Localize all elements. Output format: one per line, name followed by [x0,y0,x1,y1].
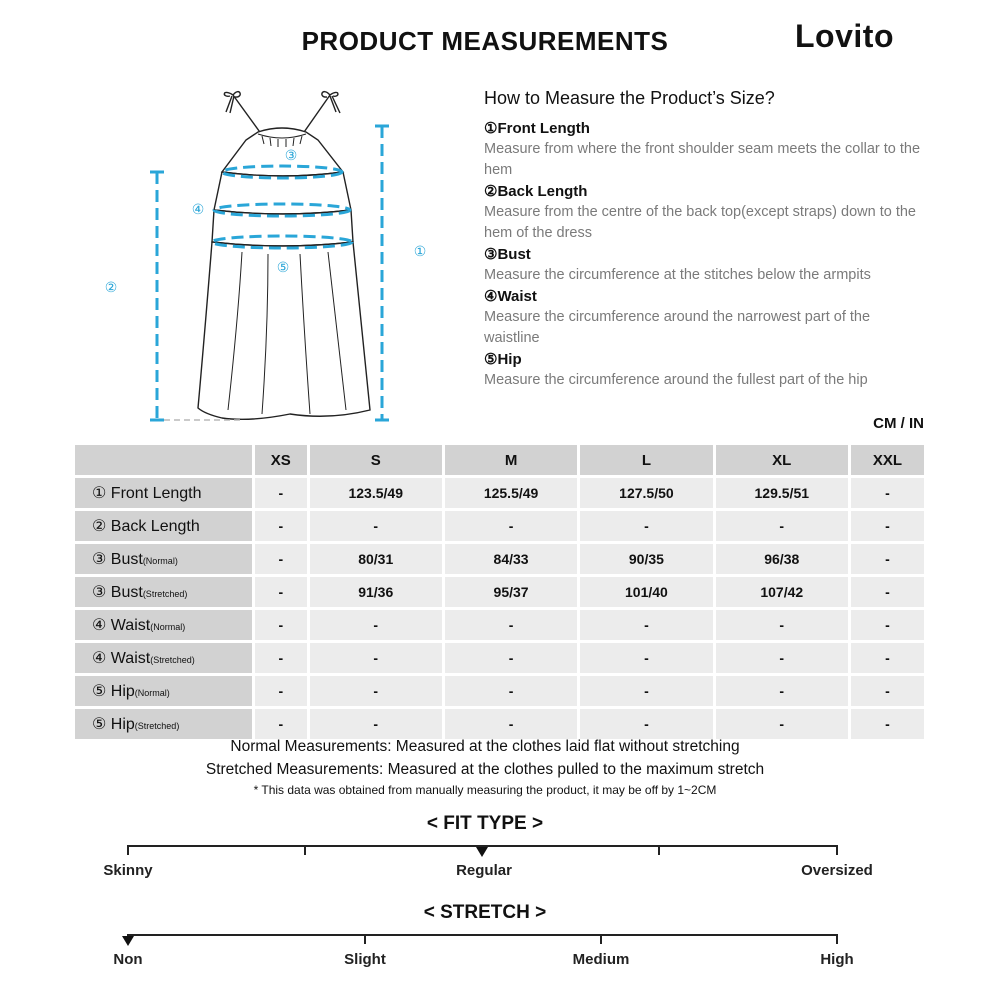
guide-desc: Measure the circumference around the fullest part of the hip [484,372,868,388]
table-cell: - [716,676,848,706]
row-label [75,544,252,574]
row-label-suffix: (Stretched) [142,589,188,599]
table-cell: - [851,676,924,706]
size-header: XXL [851,445,924,475]
fit-type-tick [836,845,838,855]
stretch-tick [836,934,838,944]
marker-waist: ④ [191,201,205,217]
row-label-text: ① Front Length [92,485,202,502]
row-label-text: ⑤ Hip [92,683,135,700]
table-cell: 125.5/49 [445,478,577,508]
fit-type-tick [304,845,306,855]
unit-label: CM / IN [873,415,924,432]
table-cell: - [310,676,442,706]
row-label-text: ④ Waist [92,617,151,634]
guide-desc: Measure the circumference at the stitches below the armpits [484,267,871,283]
guide-label: ②Back Length [484,183,588,200]
dress-diagram [90,80,450,430]
table-cell: - [255,709,307,739]
table-row [75,478,924,508]
stretch-scale [128,934,838,936]
size-header: S [310,445,442,475]
table-cell: - [445,643,577,673]
marker-front-length: ① [413,243,427,259]
row-label-suffix: (Stretched) [150,655,195,665]
table-corner [75,445,252,475]
table-cell: - [255,478,307,508]
table-cell: - [851,544,924,574]
fit-label-regular: Regular [456,862,512,879]
stretch-tick [600,934,602,944]
table-cell: 90/35 [580,544,712,574]
table-cell: - [580,643,712,673]
guide-desc: Measure the circumference around the narrowest part of the waistline [484,309,871,346]
table-cell: - [445,676,577,706]
table-cell: - [851,478,924,508]
stretch-label-slight: Slight [344,951,386,968]
guide-label: ④Waist [484,288,537,305]
fit-label-skinny: Skinny [103,862,153,879]
guide-label: ③Bust [484,246,531,263]
marker-back-length: ② [104,279,118,295]
table-cell: 129.5/51 [716,478,848,508]
page-title: PRODUCT MEASUREMENTS [301,26,669,56]
table-cell: - [255,577,307,607]
table-cell: - [580,676,712,706]
row-label-suffix: (Stretched) [134,721,180,731]
row-label [75,643,252,673]
table-cell: 80/31 [310,544,442,574]
table-cell: - [716,709,848,739]
fit-type-tick [127,845,129,855]
row-label [75,511,252,541]
normal-note: Normal Measurements: Measured at the clothes laid flat without stretching [230,738,740,755]
fit-type-title: < FIT TYPE > [426,813,544,834]
table-cell: 127.5/50 [580,478,712,508]
guide-desc: Measure from where the front shoulder seam meets the collar to the hem [484,141,921,178]
row-label-text: ④ Waist [92,650,151,667]
table-cell: 107/42 [716,577,848,607]
table-cell: - [255,544,307,574]
table-cell: - [580,511,712,541]
fit-type-tick [658,845,660,855]
table-row [75,544,924,574]
table-cell: - [580,610,712,640]
table-cell: 96/38 [716,544,848,574]
stretch-label-medium: Medium [572,951,630,968]
table-cell: 84/33 [445,544,577,574]
table-cell: - [445,709,577,739]
table-cell: - [851,577,924,607]
table-cell: - [445,610,577,640]
table-cell: 91/36 [310,577,442,607]
guide-label: ①Front Length [484,120,590,137]
table-cell: - [310,643,442,673]
table-row [75,676,924,706]
table-cell: - [851,709,924,739]
guide-list [484,118,924,391]
row-label-suffix: (Normal) [142,556,178,566]
guide-label: ⑤Hip [484,351,522,368]
row-label-text: ③ Bust [92,551,143,568]
marker-bust: ③ [284,147,298,163]
table-cell: 123.5/49 [310,478,442,508]
table-cell: - [310,610,442,640]
row-label [75,577,252,607]
row-label-text: ⑤ Hip [92,716,135,733]
guide-heading: How to Measure the Product’s Size? [484,88,775,108]
fit-type-marker [476,847,488,857]
table-cell: - [445,511,577,541]
row-label [75,478,252,508]
stretch-tick [364,934,366,944]
stretched-note: Stretched Measurements: Measured at the clothes pulled to the maximum stretch [205,761,765,778]
row-label-text: ② Back Length [92,518,200,535]
table-cell: - [255,610,307,640]
table-cell: - [255,643,307,673]
brand-logo: Lovito [795,18,894,54]
disclaimer-note: * This data was obtained from manually measuring the product, it may be off by 1~2CM [253,783,717,797]
stretch-label-non: Non [113,951,143,968]
measurement-notes [0,735,970,797]
size-header: XS [255,445,307,475]
table-cell: - [716,643,848,673]
row-label-suffix: (Normal) [150,622,186,632]
size-header: M [445,445,577,475]
fit-label-oversized: Oversized [801,862,873,879]
row-label [75,610,252,640]
size-header: XL [716,445,848,475]
stretch-title: < STRETCH > [423,902,547,923]
table-cell: - [310,709,442,739]
table-cell: - [851,511,924,541]
table-header-row [75,445,924,475]
table-cell: - [255,511,307,541]
table-cell: - [716,511,848,541]
stretch-label-high: High [820,951,854,968]
table-cell: 101/40 [580,577,712,607]
table-cell: - [851,643,924,673]
marker-hip: ⑤ [276,259,290,275]
size-header: L [580,445,712,475]
table-cell: - [255,676,307,706]
table-row [75,511,924,541]
table-row [75,577,924,607]
table-row [75,610,924,640]
row-label-text: ③ Bust [92,584,143,601]
row-label-suffix: (Normal) [134,688,170,698]
table-cell: - [716,610,848,640]
stretch-marker [122,936,134,946]
size-table [72,442,927,742]
table-row [75,643,924,673]
row-label [75,676,252,706]
guide-desc: Measure from the centre of the back top(except straps) down to the hem of the dress [484,204,916,241]
table-cell: - [310,511,442,541]
table-cell: - [580,709,712,739]
table-cell: - [851,610,924,640]
table-cell: 95/37 [445,577,577,607]
